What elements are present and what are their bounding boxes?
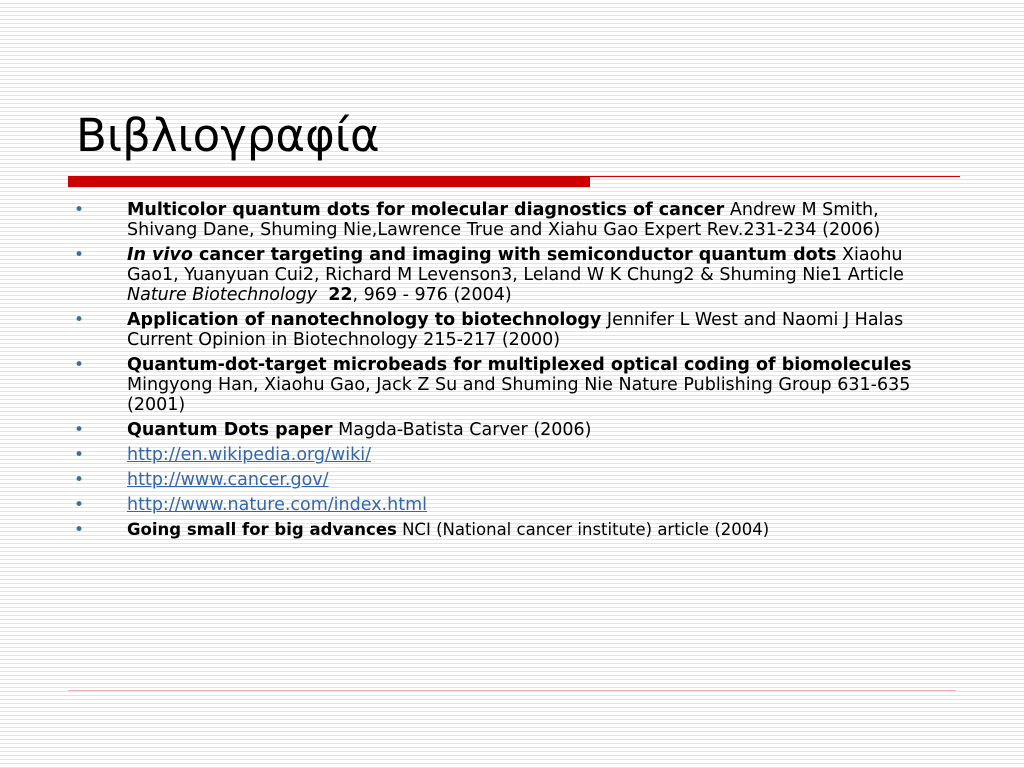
reference-details: Magda-Batista Carver (2006) [338, 420, 592, 440]
reference-item [74, 420, 954, 440]
reference-title: Going small for big advances [127, 520, 397, 539]
nature-link[interactable]: http://www.nature.com/index.html [127, 495, 427, 515]
reference-title-italic: In vivo [127, 245, 193, 265]
reference-journal: Nature Biotechnology [127, 285, 318, 305]
reference-item [74, 245, 954, 305]
reference-item [74, 470, 954, 490]
reference-title: Quantum Dots paper [127, 420, 333, 440]
reference-details: Mingyong Han, Xiaohu Gao, Jack Z Su and Shuming Nie Nature Publishing Group 631-635 (2001) [127, 375, 911, 415]
bullet-icon: • [74, 245, 85, 265]
wikipedia-link[interactable]: http://en.wikipedia.org/wiki/ [127, 445, 372, 465]
reference-item [74, 310, 954, 350]
reference-item [74, 445, 954, 465]
reference-title: Quantum-dot-target microbeads for multiplexed optical coding of biomolecules [127, 355, 912, 375]
bullet-icon: • [74, 420, 85, 440]
reference-details: NCI (National cancer institute) article (2004) [402, 520, 770, 539]
reference-item [74, 520, 954, 540]
bullet-icon: • [74, 310, 85, 330]
cancer-gov-link[interactable]: http://www.cancer.gov/ [127, 470, 329, 490]
reference-authors: Xiaohu Gao1, Yuanyuan Cui2, Richard M Levenson3, Leland W K Chung2 & Shuming Nie1 Article [127, 245, 904, 285]
slide-title: Βιβλιογραφία [76, 109, 380, 162]
reference-list [74, 200, 954, 545]
reference-title: Multicolor quantum dots for molecular diagnostics of cancer [127, 200, 725, 220]
reference-pages: , 969 - 976 (2004) [352, 285, 512, 305]
bullet-icon: • [74, 200, 85, 220]
bullet-icon: • [74, 520, 85, 540]
reference-details: Jennifer L West and Naomi J Halas Current Opinion in Biotechnology 215-217 (2000) [127, 310, 904, 350]
bullet-icon: • [74, 495, 85, 515]
footer-line [68, 690, 956, 691]
title-underline-line [590, 176, 960, 177]
reference-title: Application of nanotechnology to biotechnology [127, 310, 602, 330]
title-underline-bar [68, 176, 590, 187]
reference-title: cancer targeting and imaging with semiconductor quantum dots [199, 245, 837, 265]
bullet-icon: • [74, 470, 85, 490]
bullet-icon: • [74, 355, 85, 375]
bullet-icon: • [74, 445, 85, 465]
reference-item [74, 495, 954, 515]
reference-details: Andrew M Smith, Shivang Dane, Shuming Nie,Lawrence True and Xiahu Gao Expert Rev.231-234 (2006) [127, 200, 881, 240]
reference-item [74, 200, 954, 240]
reference-volume: 22 [328, 285, 353, 305]
reference-item [74, 355, 954, 415]
